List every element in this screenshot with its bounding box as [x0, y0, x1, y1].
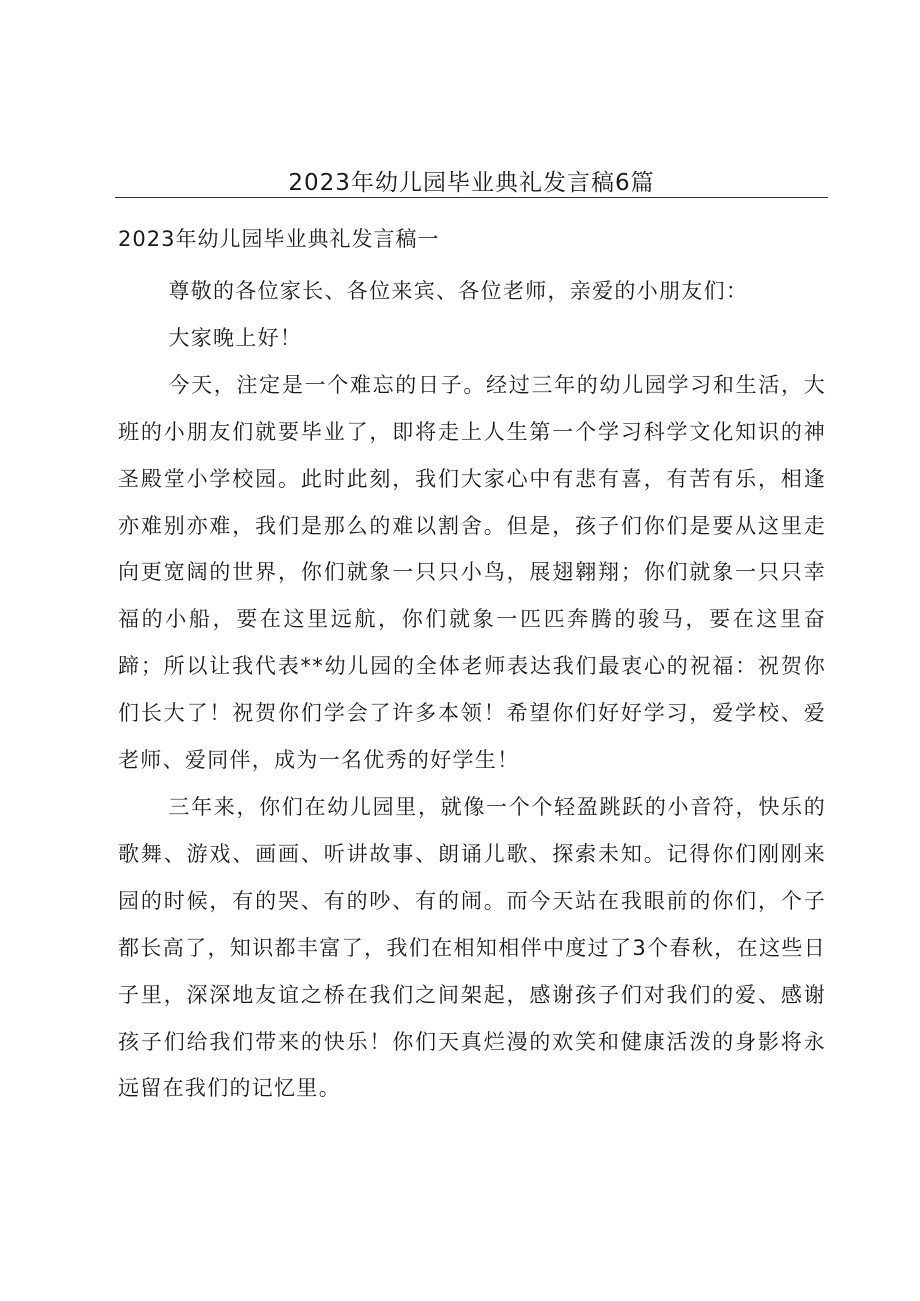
greeting-paragraph: 大家晚上好！ — [168, 325, 303, 350]
body-paragraph: 今天，注定是一个难忘的日子。经过三年的幼儿园学习和生活，大班的小朋友们就要毕业了，即将走上人生第一个学习科学文化知识的神圣殿堂小学校园。此时此刻，我们大家心中有悲有喜，有苦有乐，相逢亦难别亦难，我们是那么的难以割舍。但是，孩子们你们是要从这里走向更宽阔的世界，你们就象一只只小鸟，展翅翱翔；你们就象一只只幸福的小船，要在这里远航，你们就象一匹匹奔腾的骏马，要在这里奋蹄；所以让我代表**幼儿园的全体老师表达我们最衷心的祝福：祝贺你们长大了！祝贺你们学会了许多本领！希望你们好好学习，爱学校、爱老师、爱同伴，成为一名优秀的好学生！ — [118, 372, 826, 773]
document-title: 2023年幼儿园毕业典礼发言稿6篇 — [288, 170, 655, 196]
section-heading: 2023年幼儿园毕业典礼发言稿一 — [118, 227, 440, 251]
title-underline — [115, 197, 828, 198]
salutation-paragraph: 尊敬的各位家长、各位来宾、各位老师，亲爱的小朋友们： — [168, 279, 749, 303]
body-paragraph: 三年来，你们在幼儿园里，就像一个个轻盈跳跃的小音符，快乐的歌舞、游戏、画画、听讲故事、朗诵儿歌、探索未知。记得你们刚刚来园的时候，有的哭、有的吵、有的闹。而今天站在我眼前的你们，个子都长高了，知识都丰富了，我们在相知相伴中度过了3个春秋，在这些日子里，深深地友谊之桥在我们之间架起，感谢孩子们对我们的爱、感谢孩子们给我们带来的快乐！你们天真烂漫的欢笑和健康活泼的身影将永远留在我们的记忆里。 — [118, 794, 826, 1101]
document-body — [118, 268, 826, 1112]
